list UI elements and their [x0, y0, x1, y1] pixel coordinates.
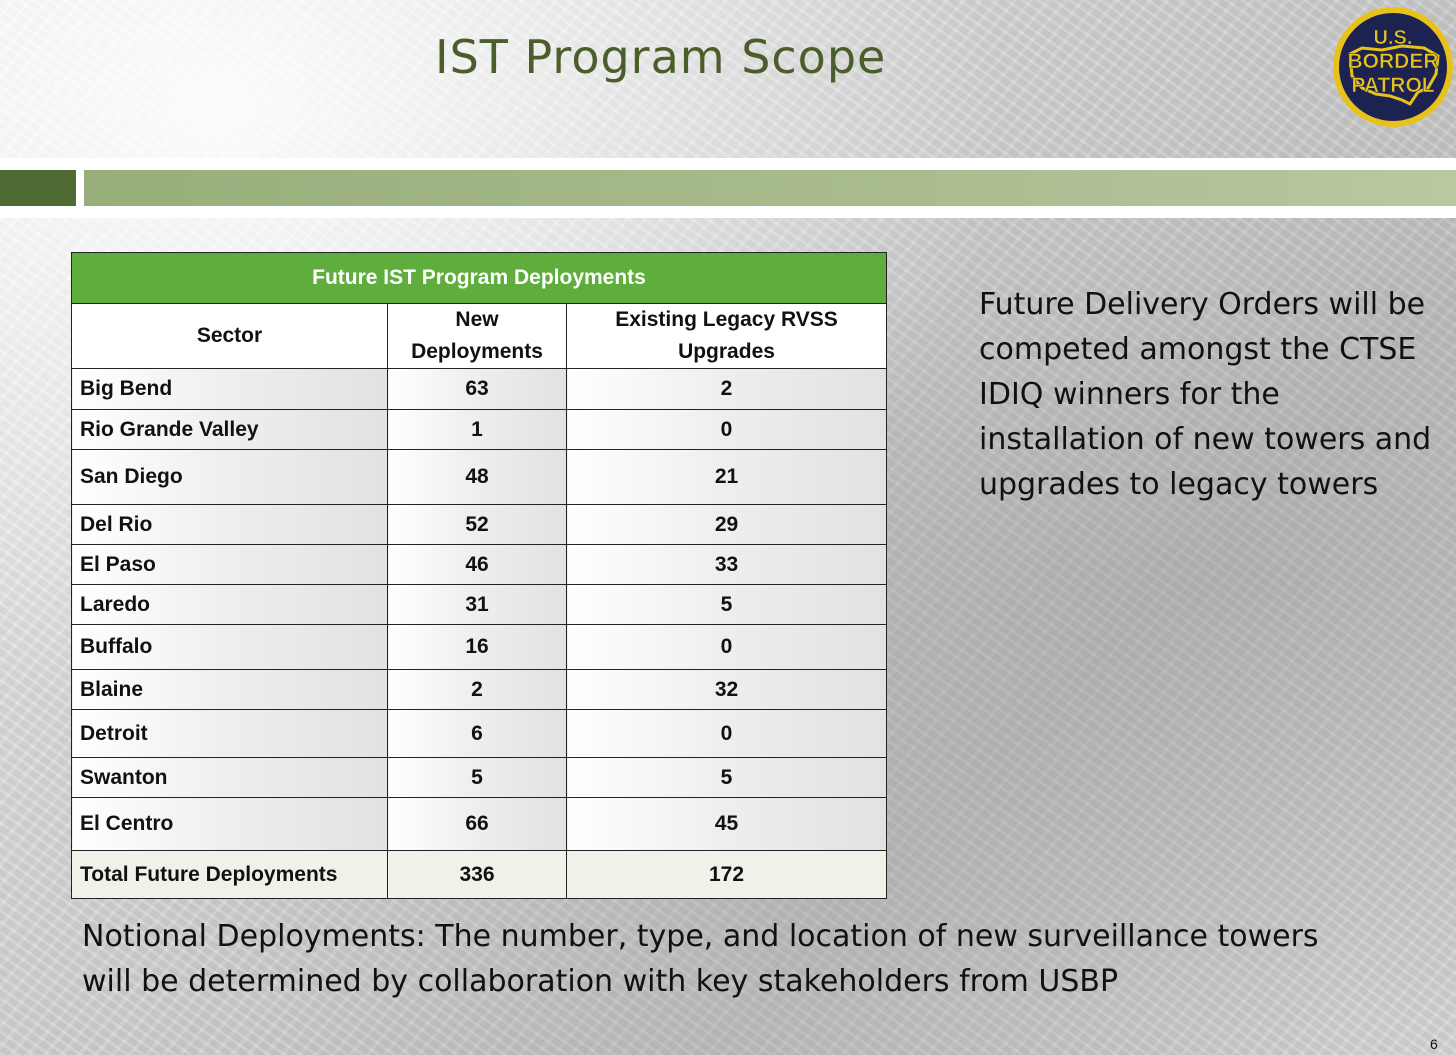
- upgrades-cell: 33: [567, 545, 887, 585]
- deployments-table: [71, 252, 887, 899]
- sector-cell: San Diego: [72, 450, 388, 505]
- sector-cell: Rio Grande Valley: [72, 410, 388, 450]
- new-deployments-cell: 46: [388, 545, 567, 585]
- new-deployments-cell: 16: [388, 625, 567, 670]
- new-deployments-cell: 63: [388, 369, 567, 410]
- new-deployments-cell: 48: [388, 450, 567, 505]
- table-row: [72, 505, 887, 545]
- column-header-sector: [72, 304, 388, 369]
- column-header-legacy-upgrades: [567, 304, 887, 369]
- upgrades-cell: 5: [567, 758, 887, 798]
- notional-deployments-note: [82, 914, 1362, 1004]
- header-bar: [84, 170, 1456, 206]
- delivery-orders-note: [979, 282, 1449, 507]
- logo-line1: U.S.: [1373, 27, 1413, 49]
- notice-line: Notional Deployments: The number, type, and location of new surveillance towers: [82, 919, 1319, 954]
- us-border-patrol-seal-icon: [1332, 4, 1454, 130]
- new-deployments-cell: 1: [388, 410, 567, 450]
- total-label-cell: Total Future Deployments: [72, 851, 388, 899]
- upgrades-cell: 45: [567, 798, 887, 851]
- column-header-upgrades-line2: Upgrades: [678, 340, 775, 363]
- table-row: [72, 758, 887, 798]
- column-header-upgrades-line1: Existing Legacy RVSS: [615, 308, 838, 331]
- new-deployments-cell: 31: [388, 585, 567, 625]
- page-number: 6: [1430, 1036, 1438, 1052]
- deployments-table-container: [71, 252, 887, 899]
- note-line: competed amongst the CTSE: [979, 332, 1417, 367]
- table-row: [72, 410, 887, 450]
- new-deployments-cell: 52: [388, 505, 567, 545]
- notice-line: will be determined by collaboration with key stakeholders from USBP: [82, 964, 1119, 999]
- column-header-new-line1: New: [455, 308, 499, 331]
- upgrades-cell: 0: [567, 710, 887, 758]
- new-deployments-cell: 6: [388, 710, 567, 758]
- new-deployments-cell: 66: [388, 798, 567, 851]
- table-row: [72, 798, 887, 851]
- logo-line3: PATROL: [1351, 74, 1435, 97]
- upgrades-cell: 5: [567, 585, 887, 625]
- table-row: [72, 670, 887, 710]
- upgrades-cell: 21: [567, 450, 887, 505]
- upgrades-cell: 0: [567, 410, 887, 450]
- sector-cell: Blaine: [72, 670, 388, 710]
- upgrades-cell: 2: [567, 369, 887, 410]
- sector-cell: Swanton: [72, 758, 388, 798]
- sector-cell: Laredo: [72, 585, 388, 625]
- total-new-deployments-cell: 336: [388, 851, 567, 899]
- new-deployments-cell: 5: [388, 758, 567, 798]
- sector-cell: Big Bend: [72, 369, 388, 410]
- total-row: [72, 851, 887, 899]
- upgrades-cell: 29: [567, 505, 887, 545]
- table-row: [72, 710, 887, 758]
- new-deployments-cell: 2: [388, 670, 567, 710]
- logo-line2: BORDER: [1347, 50, 1439, 73]
- table-title: Future IST Program Deployments: [72, 253, 887, 304]
- header-bar-accent: [0, 170, 76, 206]
- table-row: [72, 545, 887, 585]
- table-row: [72, 585, 887, 625]
- total-upgrades-cell: 172: [567, 851, 887, 899]
- note-line: Future Delivery Orders will be: [979, 287, 1426, 322]
- note-line: installation of new towers and: [979, 422, 1432, 457]
- table-row: [72, 625, 887, 670]
- column-header-sector-label: Sector: [196, 324, 263, 347]
- note-line: upgrades to legacy towers: [979, 467, 1379, 502]
- column-header-new-line2: Deployments: [411, 340, 543, 363]
- upgrades-cell: 0: [567, 625, 887, 670]
- slide-title: IST Program Scope: [435, 30, 887, 84]
- sector-cell: El Paso: [72, 545, 388, 585]
- column-header-new-deployments: [388, 304, 567, 369]
- table-row: [72, 450, 887, 505]
- upgrades-cell: 32: [567, 670, 887, 710]
- table-row: [72, 369, 887, 410]
- note-line: IDIQ winners for the: [979, 377, 1280, 412]
- sector-cell: Buffalo: [72, 625, 388, 670]
- sector-cell: Detroit: [72, 710, 388, 758]
- sector-cell: El Centro: [72, 798, 388, 851]
- sector-cell: Del Rio: [72, 505, 388, 545]
